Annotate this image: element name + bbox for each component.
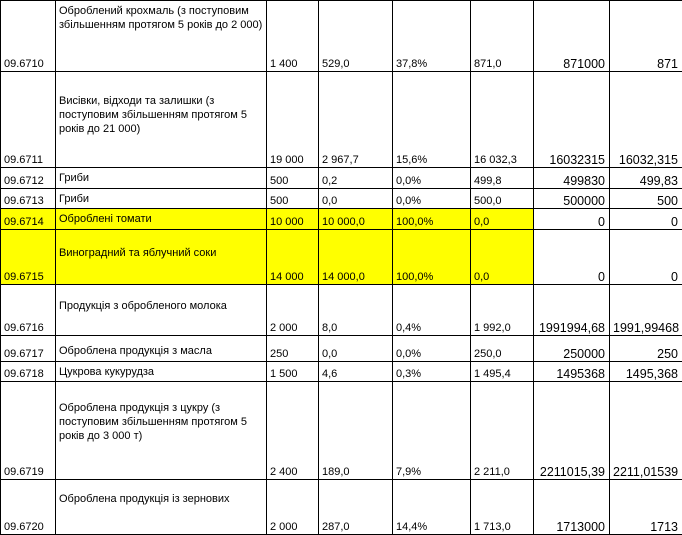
value-cell: 871 (610, 1, 682, 72)
value-cell: 1495368 (534, 362, 610, 382)
value-cell: 0,0 (319, 336, 393, 362)
value-cell: 0,0 (319, 189, 393, 209)
code-cell: 09.6711 (1, 72, 56, 168)
value-cell: 500,0 (471, 189, 534, 209)
value-cell: 1495,368 (610, 362, 682, 382)
value-cell: 529,0 (319, 1, 393, 72)
percent-cell: 0,3% (393, 362, 471, 382)
percent-cell: 15,6% (393, 72, 471, 168)
value-cell: 500 (610, 189, 682, 209)
value-cell: 1 400 (267, 1, 319, 72)
table-row (1, 362, 682, 382)
name-cell: Гриби (56, 168, 267, 189)
name-cell: Цукрова кукурудза (56, 362, 267, 382)
value-cell: 500000 (534, 189, 610, 209)
value-cell: 14 000,0 (319, 230, 393, 285)
name-cell: Оброблена продукція з цукру (з поступовим збільшенням протягом 5 років до 3 000 т) (56, 382, 267, 480)
value-cell: 500 (267, 189, 319, 209)
value-cell: 0,0 (471, 209, 534, 230)
value-cell: 499830 (534, 168, 610, 189)
table-row-highlighted (1, 230, 682, 285)
value-cell: 1991994,68 (534, 285, 610, 336)
value-cell: 1 495,4 (471, 362, 534, 382)
value-cell: 2 400 (267, 382, 319, 480)
value-cell: 16 032,3 (471, 72, 534, 168)
value-cell: 10 000 (267, 209, 319, 230)
table-row (1, 336, 682, 362)
table-row (1, 382, 682, 480)
value-cell: 0 (610, 230, 682, 285)
name-cell: Гриби (56, 189, 267, 209)
code-cell: 09.6717 (1, 336, 56, 362)
table-row (1, 480, 682, 535)
table-row (1, 168, 682, 189)
percent-cell: 14,4% (393, 480, 471, 535)
value-cell: 0,0 (471, 230, 534, 285)
code-cell: 09.6715 (1, 230, 56, 285)
name-cell: Оброблений крохмаль (з поступовим збільшенням протягом 5 років до 2 000) (56, 1, 267, 72)
value-cell: 1713000 (534, 480, 610, 535)
value-cell: 0 (610, 209, 682, 230)
table-row (1, 189, 682, 209)
code-cell: 09.6714 (1, 209, 56, 230)
name-cell: Виноградний та яблучний соки (56, 230, 267, 285)
value-cell: 250 (267, 336, 319, 362)
name-cell: Оброблені томати (56, 209, 267, 230)
percent-cell: 100,0% (393, 230, 471, 285)
name-cell: Висівки, відходи та залишки (з поступовим збільшенням протягом 5 років до 21 000) (56, 72, 267, 168)
code-cell: 09.6712 (1, 168, 56, 189)
value-cell: 2 000 (267, 285, 319, 336)
code-cell: 09.6719 (1, 382, 56, 480)
name-cell: Оброблена продукція із зернових (56, 480, 267, 535)
table-row (1, 1, 682, 72)
code-cell: 09.6718 (1, 362, 56, 382)
value-cell: 287,0 (319, 480, 393, 535)
value-cell: 2 211,0 (471, 382, 534, 480)
value-cell: 2211,01539 (610, 382, 682, 480)
value-cell: 0 (534, 209, 610, 230)
percent-cell: 0,0% (393, 189, 471, 209)
value-cell: 500 (267, 168, 319, 189)
percent-cell: 0,0% (393, 336, 471, 362)
value-cell: 250000 (534, 336, 610, 362)
value-cell: 2 967,7 (319, 72, 393, 168)
code-cell: 09.6716 (1, 285, 56, 336)
value-cell: 16032,315 (610, 72, 682, 168)
name-cell: Оброблена продукція з масла (56, 336, 267, 362)
percent-cell: 100,0% (393, 209, 471, 230)
value-cell: 0 (534, 230, 610, 285)
value-cell: 871000 (534, 1, 610, 72)
value-cell: 189,0 (319, 382, 393, 480)
value-cell: 16032315 (534, 72, 610, 168)
value-cell: 499,8 (471, 168, 534, 189)
table-row-highlighted (1, 209, 682, 230)
value-cell: 8,0 (319, 285, 393, 336)
percent-cell: 37,8% (393, 1, 471, 72)
value-cell: 1 713,0 (471, 480, 534, 535)
name-cell: Продукція з обробленого молока (56, 285, 267, 336)
value-cell: 0,2 (319, 168, 393, 189)
value-cell: 1991,99468 (610, 285, 682, 336)
code-cell: 09.6710 (1, 1, 56, 72)
value-cell: 2 000 (267, 480, 319, 535)
value-cell: 499,83 (610, 168, 682, 189)
table-row (1, 72, 682, 168)
value-cell: 871,0 (471, 1, 534, 72)
value-cell: 4,6 (319, 362, 393, 382)
code-cell: 09.6713 (1, 189, 56, 209)
value-cell: 250,0 (471, 336, 534, 362)
code-cell: 09.6720 (1, 480, 56, 535)
value-cell: 1 992,0 (471, 285, 534, 336)
value-cell: 250 (610, 336, 682, 362)
value-cell: 2211015,39 (534, 382, 610, 480)
value-cell: 1713 (610, 480, 682, 535)
value-cell: 14 000 (267, 230, 319, 285)
value-cell: 1 500 (267, 362, 319, 382)
percent-cell: 0,4% (393, 285, 471, 336)
value-cell: 10 000,0 (319, 209, 393, 230)
percent-cell: 0,0% (393, 168, 471, 189)
table-row (1, 285, 682, 336)
value-cell: 19 000 (267, 72, 319, 168)
percent-cell: 7,9% (393, 382, 471, 480)
